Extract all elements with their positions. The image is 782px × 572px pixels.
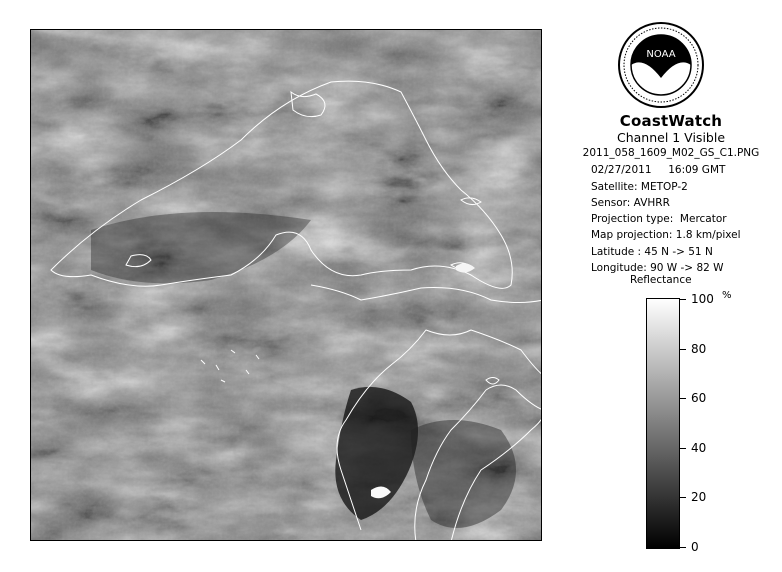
scale-tick-label: 60	[691, 391, 707, 406]
satellite-image	[30, 29, 542, 541]
image-filename: 2011_058_1609_M02_GS_C1.PNG	[582, 147, 760, 159]
brand-title: CoastWatch	[619, 112, 723, 130]
scale-tick-label: 100	[691, 292, 714, 306]
scale-tick	[680, 349, 686, 350]
sensor-label: Sensor: AVHRR	[591, 197, 670, 209]
scale-tick-label: 80	[691, 341, 707, 356]
date-time: 02/27/2011 16:09 GMT	[591, 164, 726, 176]
scale-tick	[680, 398, 686, 399]
projection-type-label: Projection type: Mercator	[591, 213, 727, 225]
latitude-label: Latitude : 45 N -> 51 N	[591, 246, 713, 258]
scale-tick	[680, 299, 686, 300]
scale-tick	[680, 448, 686, 449]
scale-tick	[680, 497, 686, 498]
longitude-label: Longitude: 90 W -> 82 W	[591, 262, 724, 274]
logo-text: NOAA	[646, 49, 676, 60]
channel-label: Channel 1 Visible	[616, 130, 726, 145]
scale-title: Reflectance	[630, 274, 692, 286]
scale-tick	[680, 547, 686, 548]
noaa-logo	[618, 22, 704, 108]
scale-tick-label: 40	[691, 440, 707, 455]
scale-tick-label: 20	[691, 490, 707, 505]
satellite-label: Satellite: METOP-2	[591, 181, 688, 193]
scale-tick-label: 0	[691, 540, 699, 554]
map-projection-label: Map projection: 1.8 km/pixel	[591, 229, 741, 241]
scale-unit: %	[722, 290, 732, 301]
satellite-image-svg	[31, 30, 542, 541]
reflectance-colorbar	[646, 298, 680, 549]
